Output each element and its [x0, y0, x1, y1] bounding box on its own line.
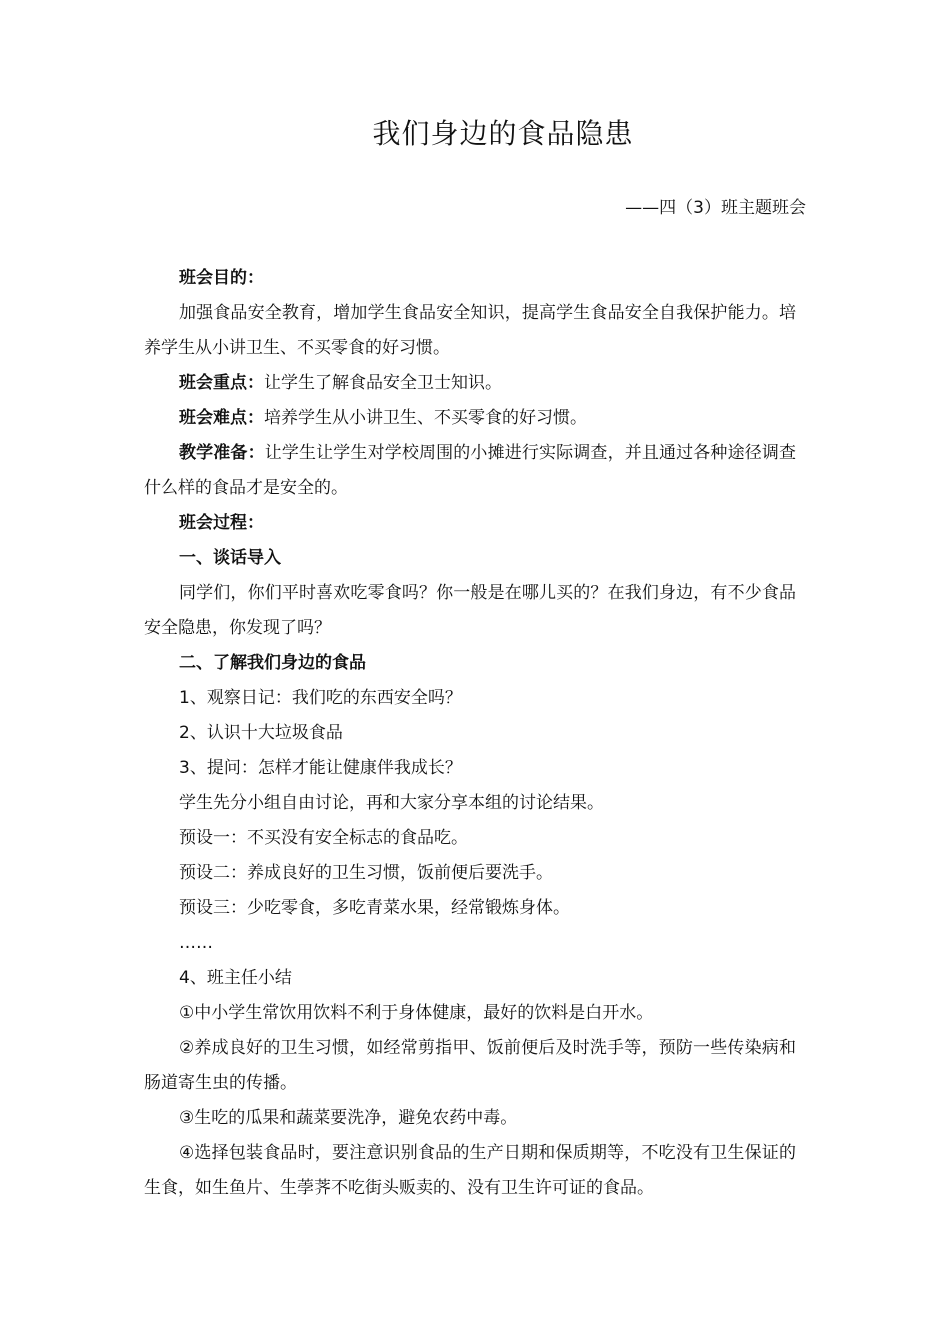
difficulty-label: 班会难点： [179, 408, 264, 428]
part2-heading: 二、了解我们身边的食品 [179, 653, 366, 673]
discussion-text: 学生先分小组自由讨论，再和大家分享本组的讨论结果。 [179, 793, 604, 813]
list-item: 1、观察日记：我们吃的东西安全吗？ [179, 688, 462, 708]
ellipsis-text: …… [179, 933, 213, 953]
purpose-text: 加强食品安全教育，增加学生食品安全知识，提高学生食品安全自我保护能力。培养学生从小讲卫生、不买零食的好习惯。 [144, 303, 796, 358]
part1-text: 同学们，你们平时喜欢吃零食吗？你一般是在哪儿买的？在我们身边，有不少食品安全隐患，你发现了吗？ [144, 583, 796, 638]
process-label: 班会过程： [179, 513, 264, 533]
summary-item: ④选择包装食品时，要注意识别食品的生产日期和保质期等，不吃没有卫生保证的生食，如生鱼片、生荸荠不吃街头贩卖的、没有卫生许可证的食品。 [144, 1143, 796, 1198]
difficulty-text: 培养学生从小讲卫生、不买零食的好习惯。 [264, 408, 587, 428]
list-item: 2、认识十大垃圾食品 [179, 723, 343, 743]
preset-item: 预设三：少吃零食，多吃青菜水果，经常锻炼身体。 [179, 898, 570, 918]
summary-item: ①中小学生常饮用饮料不利于身体健康，最好的饮料是白开水。 [179, 1003, 654, 1023]
preset-item: 预设二：养成良好的卫生习惯，饭前便后要洗手。 [179, 863, 553, 883]
part1-heading: 一、谈话导入 [179, 548, 281, 568]
document-body [144, 261, 796, 1206]
document-title: 我们身边的食品隐患 [372, 117, 634, 150]
summary-item: ②养成良好的卫生习惯，如经常剪指甲、饭前便后及时洗手等，预防一些传染病和肠道寄生虫的传播。 [144, 1038, 796, 1093]
preparation [144, 436, 796, 506]
key-text: 让学生了解食品安全卫士知识。 [264, 373, 502, 393]
key-point [144, 366, 796, 401]
list-item: 3、提问：怎样才能让健康伴我成长？ [179, 758, 462, 778]
preset-item: 预设一：不买没有安全标志的食品吃。 [179, 828, 468, 848]
key-label: 班会重点： [179, 373, 264, 393]
summary-item: ③生吃的瓜果和蔬菜要洗净，避免农药中毒。 [179, 1108, 518, 1128]
list-item: 4、班主任小结 [179, 968, 292, 988]
prep-text: 让学生让学生对学校周围的小摊进行实际调查，并且通过各种途径调查什么样的食品才是安全的。 [144, 443, 797, 498]
purpose-label: 班会目的： [179, 268, 264, 288]
prep-label: 教学准备： [179, 443, 265, 463]
difficulty-point [144, 401, 796, 436]
document-subtitle: ——四（3）班主题班会 [625, 198, 806, 218]
